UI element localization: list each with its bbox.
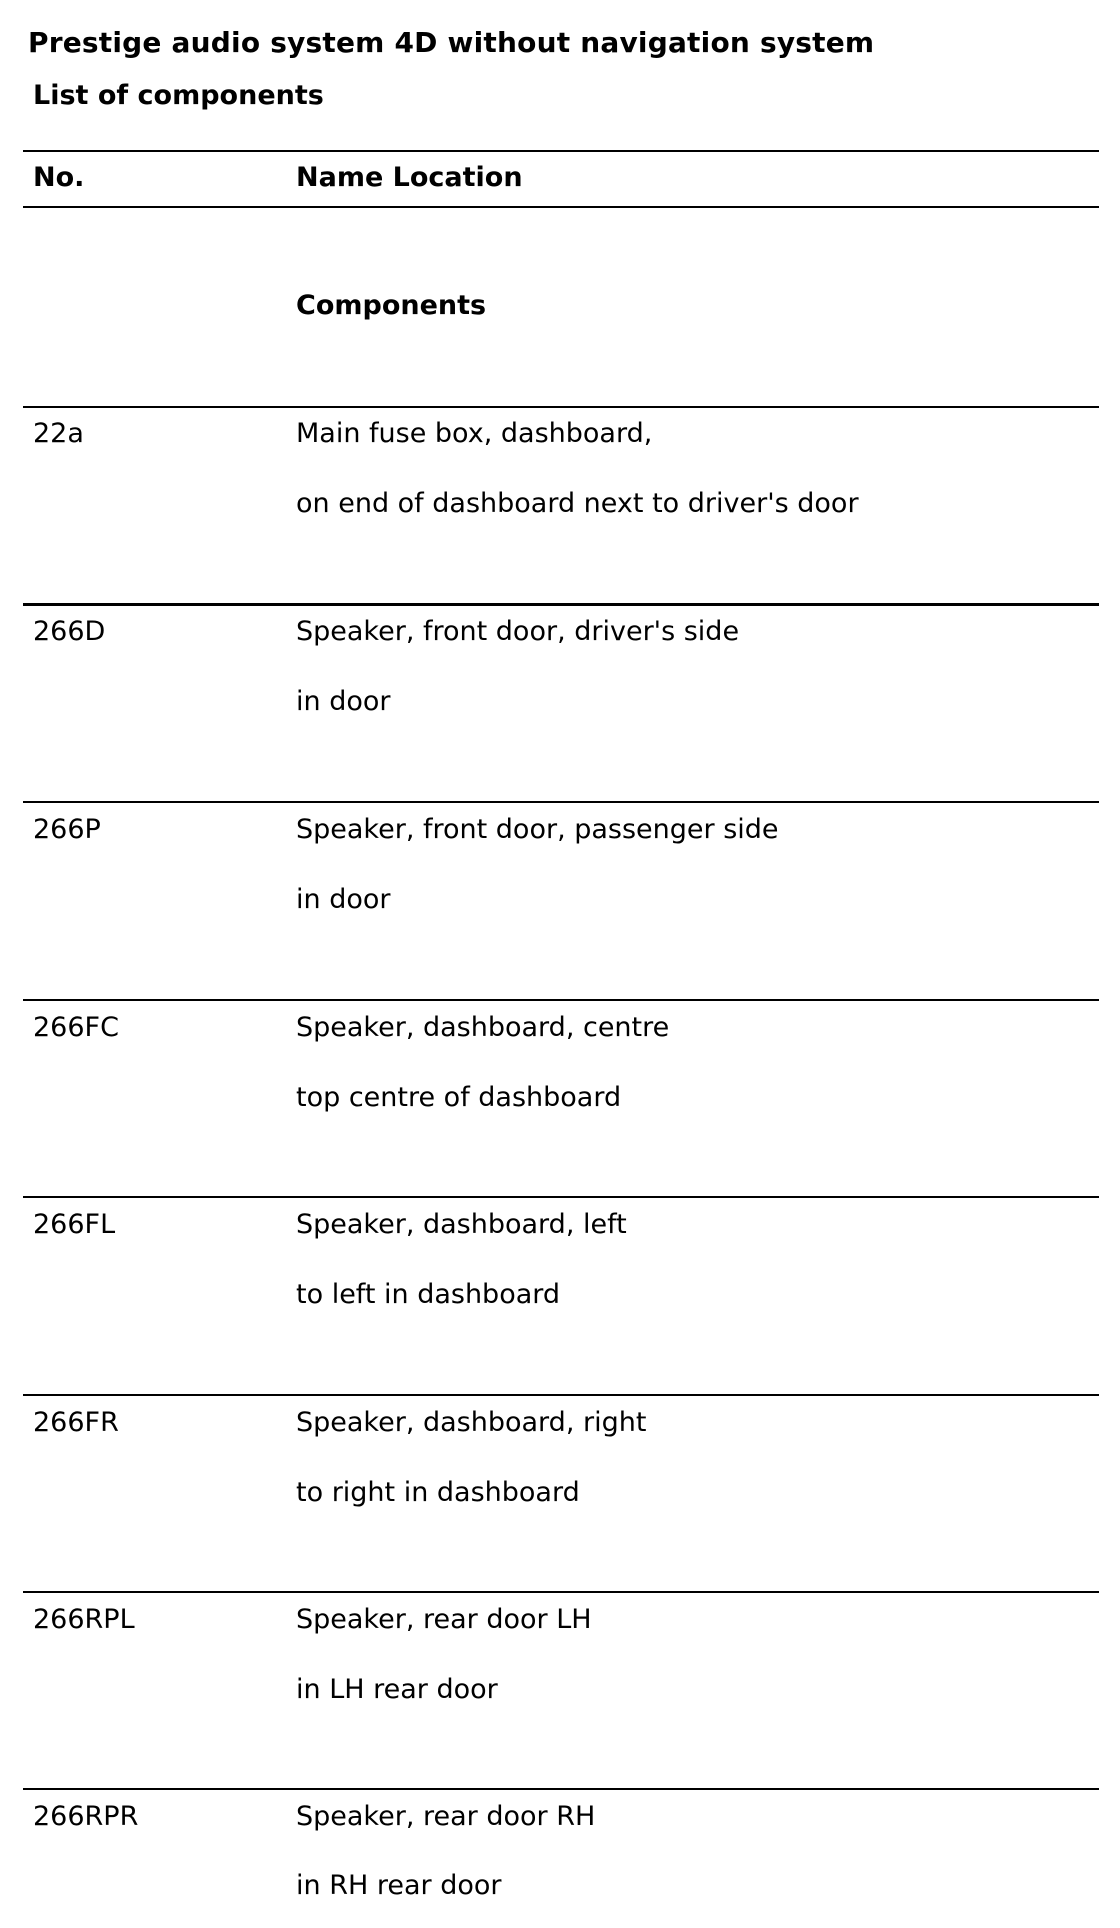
row-location: in door — [296, 686, 391, 717]
row-number: 266FC — [33, 1012, 119, 1043]
row-name: Speaker, dashboard, left — [296, 1209, 627, 1240]
header-name-location: Name Location — [296, 162, 523, 193]
row-number: 266FL — [33, 1209, 116, 1240]
row-number: 266RPR — [33, 1801, 139, 1832]
row-location: to right in dashboard — [296, 1477, 580, 1508]
row-name: Speaker, rear door RH — [296, 1801, 596, 1832]
row-name: Speaker, dashboard, centre — [296, 1012, 670, 1043]
row-location: in LH rear door — [296, 1674, 498, 1705]
row-number: 22a — [33, 418, 84, 449]
row-rule — [23, 603, 1099, 606]
row-location: top centre of dashboard — [296, 1082, 622, 1113]
section-heading: Components — [296, 290, 487, 321]
row-name: Speaker, dashboard, right — [296, 1407, 647, 1438]
row-number: 266D — [33, 616, 106, 647]
row-rule — [23, 1196, 1099, 1198]
row-location: on end of dashboard next to driver's door — [296, 488, 859, 519]
row-number: 266RPL — [33, 1604, 135, 1635]
table-header-rule — [23, 206, 1099, 208]
row-name: Speaker, front door, passenger side — [296, 814, 779, 845]
row-name: Main fuse box, dashboard, — [296, 418, 653, 449]
document-title: Prestige audio system 4D without navigation system — [28, 26, 875, 59]
document-subtitle: List of components — [33, 80, 324, 111]
row-number: 266FR — [33, 1407, 119, 1438]
row-rule — [23, 1591, 1099, 1593]
row-rule — [23, 1394, 1099, 1396]
header-no: No. — [33, 162, 85, 193]
row-location: in RH rear door — [296, 1870, 502, 1901]
row-name: Speaker, rear door LH — [296, 1604, 592, 1635]
table-top-rule — [23, 150, 1099, 152]
row-location: to left in dashboard — [296, 1279, 561, 1310]
row-rule — [23, 406, 1099, 408]
row-number: 266P — [33, 814, 101, 845]
row-location: in door — [296, 884, 391, 915]
row-rule — [23, 999, 1099, 1001]
row-name: Speaker, front door, driver's side — [296, 616, 740, 647]
row-rule — [23, 1788, 1099, 1790]
row-rule — [23, 801, 1099, 803]
